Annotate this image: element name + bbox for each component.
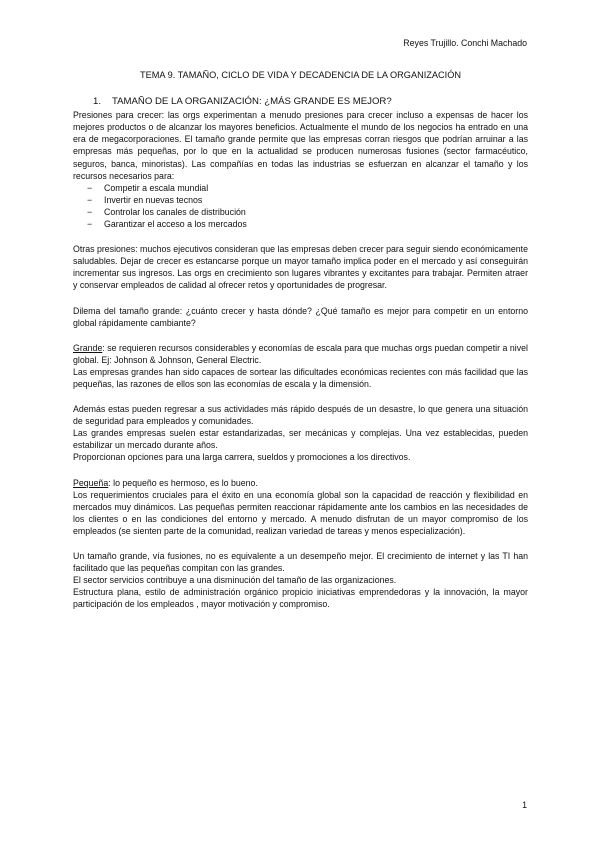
paragraph-servicios: El sector servicios contribuye a una disminución del tamaño de las organizaciones. bbox=[73, 575, 397, 586]
paragraph-estandarizadas: Las grandes empresas suelen estar estandarizadas, ser mecánicas y complejas. Una vez establecidas, pueden estabilizar un mercado durante años. bbox=[73, 428, 528, 451]
list-item: − Competir a escala mundial bbox=[87, 182, 528, 194]
document-body bbox=[73, 69, 528, 610]
paragraph-pequena-requerimientos: Los requerimientos cruciales para el éxito en una economía global son la capacidad de reacción y flexibilidad en mercados muy dinámicos. Las pequeñas permiten reaccionar rápidamente ante los cambios en las necesidades de los clientes o en las condiciones del entorno y mercado. A menudo disfrutan de un mayor compromiso de los empleados (se sienten parte de la comunidad, realizan variedad de tareas y menos especialización). bbox=[73, 489, 528, 536]
pequena-text: : lo pequeño es hermoso, es lo bueno. bbox=[108, 477, 258, 488]
pequena-label: Pequeña bbox=[73, 477, 109, 488]
paragraph-grande-dificultades: Las empresas grandes han sido capaces de sortear las dificultades económicas recientes con más facilidad que las pequeñas, las razones de ellos son las economías de escala y la dimensión. bbox=[73, 366, 528, 389]
document-title: TEMA 9. TAMAÑO, CICLO DE VIDA Y DECADENCIA DE LA ORGANIZACIÓN bbox=[140, 70, 461, 80]
section-heading bbox=[93, 96, 528, 108]
page-number: 1 bbox=[522, 800, 527, 810]
section-number: 1. bbox=[93, 96, 102, 108]
section-heading-text: TAMAÑO DE LA ORGANIZACIÓN: ¿MÁS GRANDE ES MEJOR? bbox=[112, 96, 392, 108]
paragraph-grande bbox=[73, 342, 528, 366]
paragraph-fusiones: Un tamaño grande, vía fusiones, no es equivalente a un desempeño mejor. El crecimiento de internet y las TI han facilitado que las pequeñas compitan con las grandes. bbox=[73, 551, 528, 574]
paragraph-dilema: Dilema del tamaño grande: ¿cuánto crecer y hasta dónde? ¿Qué tamaño es mejor para competir en un entorno global rápidamente cambiante? bbox=[73, 305, 528, 328]
paragraph-opciones: Proporcionan opciones para una larga carrera, sueldos y promociones a los directivos. bbox=[73, 452, 411, 463]
paragraph-estructura: Estructura plana, estilo de administración orgánico propicio iniciativas emprendedoras y la innovación, la mayor participación de los empleados , mayor motivación y compromiso. bbox=[73, 587, 528, 610]
list-item: − Controlar los canales de distribución bbox=[87, 206, 528, 218]
paragraph-presiones-crecer: Presiones para crecer: las orgs experimentan a menudo presiones para crecer incluso a expensas de hacer los mejores productos o de alcanzar los mayores beneficios. Actualmente el mundo de los negocios ha entrado en una era de megacorporaciones. El tamaño grande permite que las empresas corran riesgos que podrían arruinar a las empresas más pequeñas, por lo que en la actualidad se producen numerosas fusiones (sector farmacéutico, seguros, banca, minoristas). Las compañías en todas las industrias se esfuerzan en alcanzar el tamaño y los recursos necesarios para: bbox=[73, 110, 528, 181]
grande-label: Grande bbox=[73, 342, 103, 353]
list-item: − Invertir en nuevas tecnos bbox=[87, 194, 528, 206]
list-item: − Garantizar el acceso a los mercados bbox=[87, 218, 528, 230]
header-author: Reyes Trujillo. Conchi Machado bbox=[403, 38, 527, 48]
paragraph-otras-presiones: Otras presiones: muchos ejecutivos consideran que las empresas deben crecer para seguir siendo económicamente saludables. Dejar de crecer es estancarse porque un mayor tamaño implica poder en el mercado y así conseguirán incrementar sus ingresos. Las orgs en crecimiento son lugares vibrantes y excitantes para trabajar. Permiten atraer y conservar empleados de calidad al ofrecer retos y oportunidades de progresar. bbox=[73, 244, 528, 291]
requirements-list bbox=[73, 182, 528, 230]
paragraph-desastre: Además estas pueden regresar a sus actividades más rápido después de un desastre, lo que genera una situación de seguridad para empleados y comunidades. bbox=[73, 404, 528, 427]
paragraph-pequena bbox=[73, 477, 528, 489]
grande-text: : se requieren recursos considerables y economías de escala para que muchas orgs puedan competir a nivel global. Ej: Johnson & Johnson, General Electric. bbox=[73, 342, 528, 365]
